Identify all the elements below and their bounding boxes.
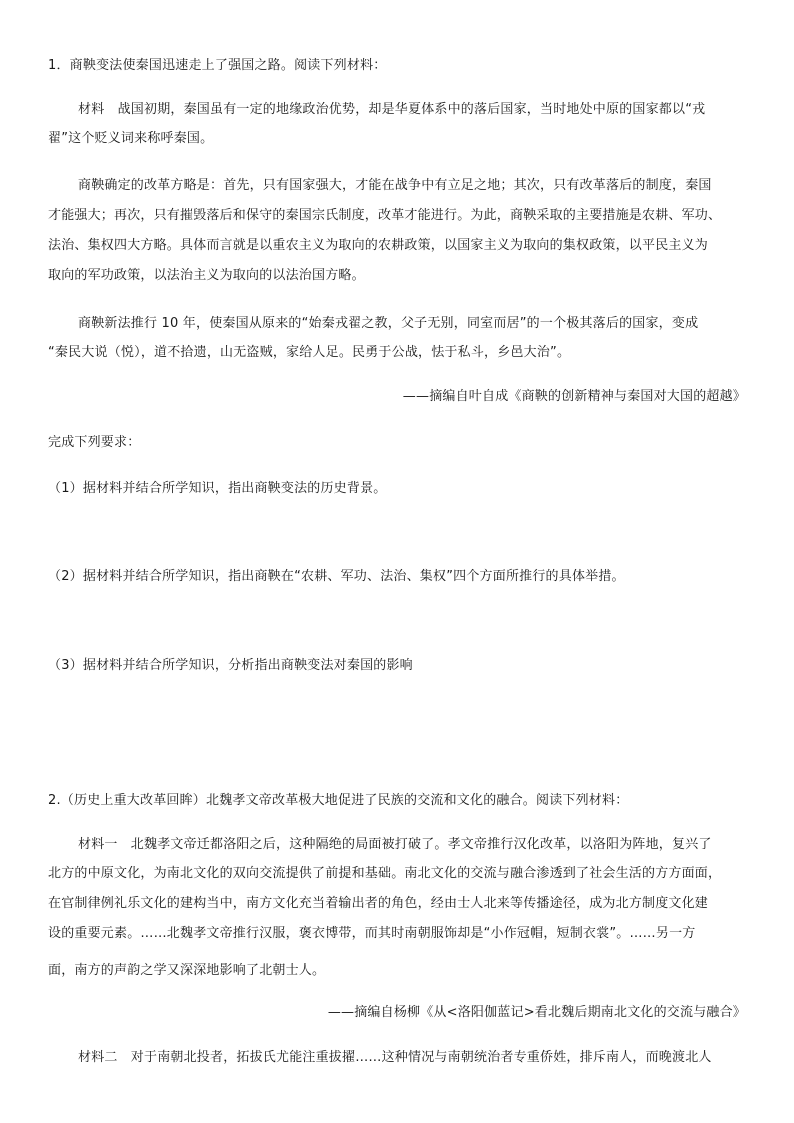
- question-1-intro: 1．商鞅变法使秦国迅速走上了强国之路。阅读下列材料：: [48, 58, 387, 73]
- q1-material-line: 法治、集权四大方略。具体而言就是以重农主义为取向的农耕政策，以国家主义为取向的集权政策，以平民主义为: [48, 238, 709, 253]
- q1-subquestion-1: （1）据材料并结合所学知识，指出商鞅变法的历史背景。: [48, 481, 387, 496]
- q1-material-line: 才能强大；再次，只有摧毁落后和保守的秦国宗氏制度，改革才能进行。为此，商鞅采取的主要措施是农耕、军功、: [48, 208, 722, 223]
- q1-material-line: 商鞅确定的改革方略是：首先，只有国家强大，才能在战争中有立足之地；其次，只有改革落后的制度，秦国: [78, 178, 712, 193]
- q1-material-line: “秦民大说（悦），道不拾遗，山无盗贼，家给人足。民勇于公战，怯于私斗，乡邑大治”。: [48, 345, 571, 360]
- q2-source-citation: ——摘编自杨柳《从<洛阳伽蓝记>看北魏后期南北文化的交流与融合》: [327, 1005, 746, 1020]
- q2-material-line: 材料一 北魏孝文帝迁都洛阳之后，这种隔绝的局面被打破了。孝文帝推行汉化改革，以洛阳为阵地，复兴了: [78, 837, 712, 852]
- q1-material-line: 材料 战国初期，秦国虽有一定的地缘政治优势，却是华夏体系中的落后国家，当时地处中原的国家都以“戎: [78, 102, 706, 117]
- q1-material-line: 商鞅新法推行 10 年，使秦国从原来的“始秦戎翟之教，父子无别，同室而居”的一个极其落后的国家，变成: [78, 316, 699, 331]
- q1-subquestion-3: （3）据材料并结合所学知识，分析指出商鞅变法对秦国的影响: [48, 658, 413, 673]
- q2-material-line: 设的重要元素。……北魏孝文帝推行汉服，褒衣博带，而其时南朝服饰却是“小作冠帽，短制衣裳”。……另一方: [48, 926, 696, 941]
- q1-material-line: 取向的军功政策，以法治主义为取向的以法治国方略。: [48, 268, 365, 283]
- q1-task-heading: 完成下列要求：: [48, 435, 141, 450]
- q1-subquestion-2: （2）据材料并结合所学知识，指出商鞅在“农耕、军功、法治、集权”四个方面所推行的具体举措。: [48, 569, 625, 584]
- question-2-intro: 2.（历史上重大改革回眸）北魏孝文帝改革极大地促进了民族的交流和文化的融合。阅读下列材料：: [48, 793, 629, 808]
- q2-material-line: 在官制律例礼乐文化的建构当中，南方文化充当着输出者的角色，经由士人北来等传播途径，成为北方制度文化建: [48, 896, 709, 911]
- q2-material-line: 北方的中原文化，为南北文化的双向交流提供了前提和基础。南北文化的交流与融合渗透到了社会生活的方方面面，: [48, 866, 722, 881]
- q2-material-line: 材料二 对于南朝北投者，拓拔氏尤能注重拔擢……这种情况与南朝统治者专重侨姓，排斥南人，而晚渡北人: [78, 1050, 712, 1065]
- q1-material-line: 翟”这个贬义词来称呼秦国。: [48, 131, 214, 146]
- q1-source-citation: ——摘编自叶自成《商鞅的创新精神与秦国对大国的超越》: [402, 389, 746, 404]
- q2-material-line: 面，南方的声韵之学又深深地影响了北朝士人。: [48, 963, 326, 978]
